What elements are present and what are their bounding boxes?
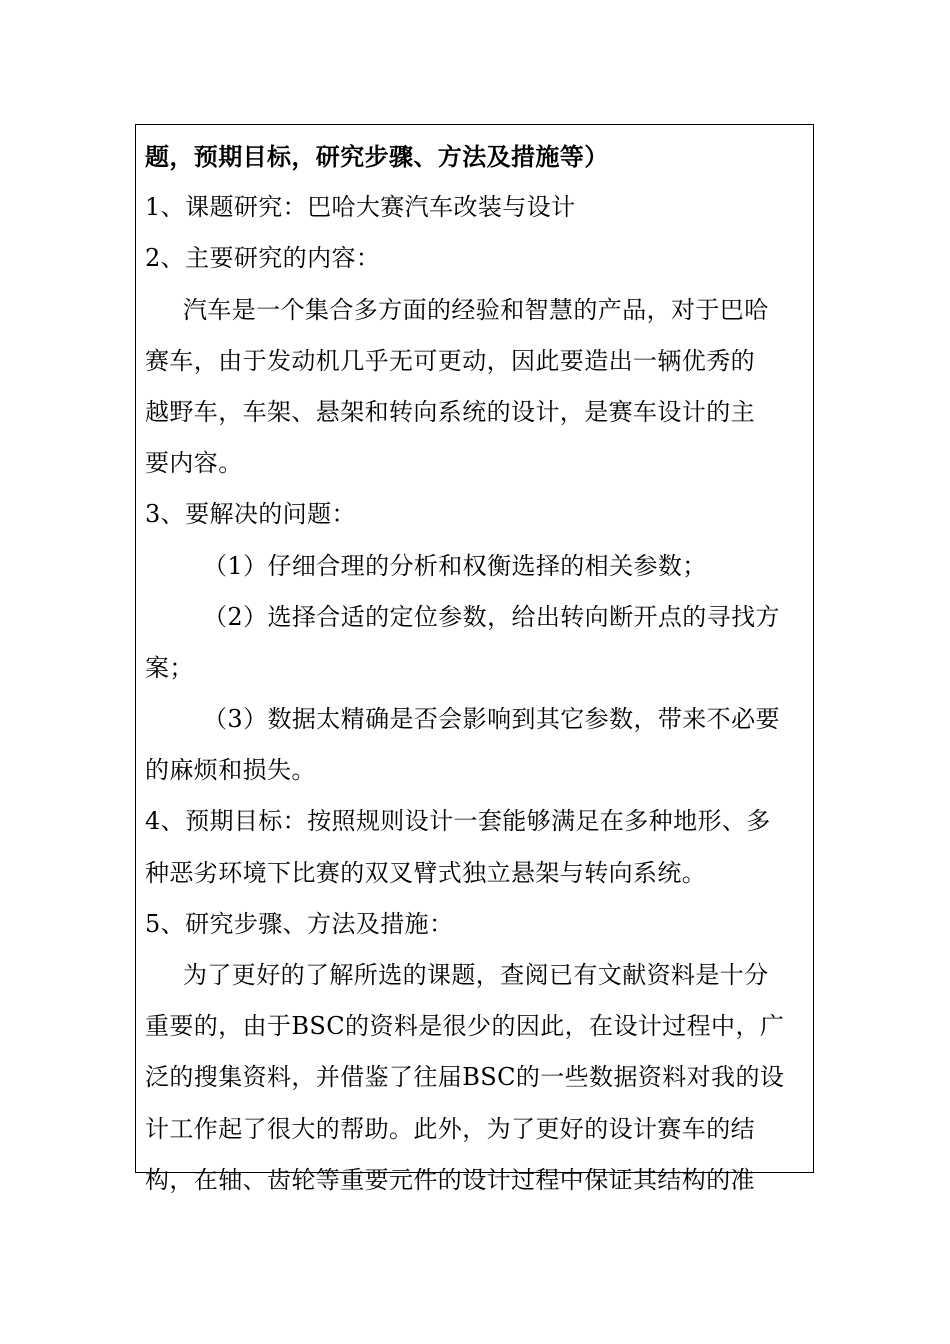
text-line: 3、要解决的问题：	[145, 500, 356, 529]
text-line: 4、预期目标：按照规则设计一套能够满足在多种地形、多	[145, 807, 771, 836]
text-line: 1、课题研究：巴哈大赛汽车改装与设计	[145, 193, 576, 222]
document-table-cell	[135, 124, 814, 1194]
text-line: 2、主要研究的内容：	[145, 244, 381, 273]
text-line: （3）数据太精确是否会影响到其它参数，带来不必要	[203, 705, 780, 734]
text-line: 案；	[145, 653, 194, 682]
text-line: 5、研究步骤、方法及措施：	[145, 909, 454, 938]
text-line: 要内容。	[145, 449, 243, 478]
text-line: 越野车，车架、悬架和转向系统的设计，是赛车设计的主	[145, 397, 755, 426]
text-line: （2）选择合适的定位参数，给出转向断开点的寻找方	[203, 602, 780, 631]
text-line: 的麻烦和损失。	[145, 756, 316, 785]
text-line: 赛车，由于发动机几乎无可更动，因此要造出一辆优秀的	[145, 346, 755, 375]
section-heading: 题，预期目标，研究步骤、方法及措施等）	[145, 142, 609, 171]
text-line: 种恶劣环境下比赛的双叉臂式独立悬架与转向系统。	[145, 858, 707, 887]
document-body	[145, 131, 809, 1206]
text-line: 构，在轴、齿轮等重要元件的设计过程中保证其结构的准	[145, 1165, 755, 1194]
text-line: 重要的，由于BSC的资料是很少的因此，在设计过程中，广	[145, 1012, 785, 1041]
text-line: 泛的搜集资料，并借鉴了往届BSC的一些数据资料对我的设	[145, 1063, 785, 1092]
text-line: 计工作起了很大的帮助。此外，为了更好的设计赛车的结	[145, 1114, 755, 1143]
text-line: 为了更好的了解所选的课题，查阅已有文献资料是十分	[183, 961, 769, 989]
text-line: （1）仔细合理的分析和权衡选择的相关参数；	[203, 551, 707, 580]
text-line: 汽车是一个集合多方面的经验和智慧的产品，对于巴哈	[183, 295, 769, 324]
